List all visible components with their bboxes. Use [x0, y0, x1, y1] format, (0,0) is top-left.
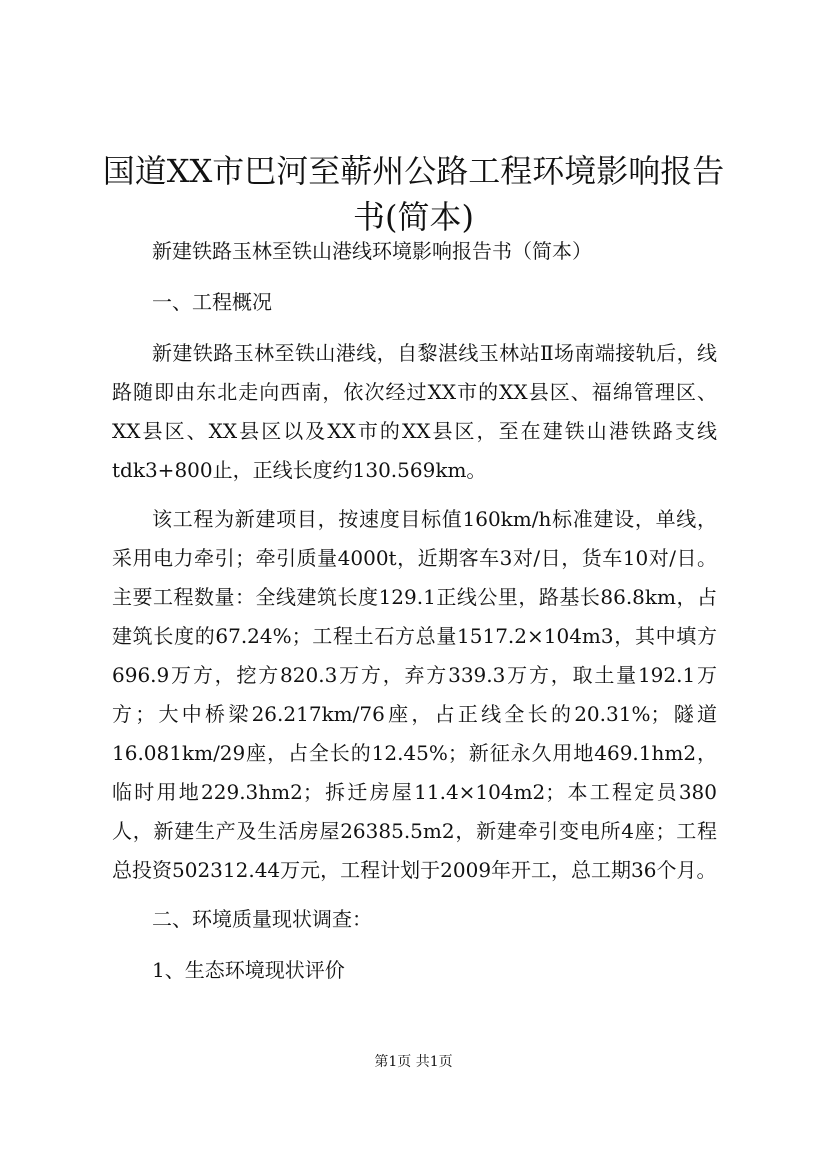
section-heading-overview: 一、工程概况: [152, 290, 272, 314]
title-line-1: 国道XX市巴河至蕲州公路工程环境影响报告: [102, 152, 725, 190]
subsection-heading-ecology: 1、生态环境现状评价: [152, 958, 345, 982]
project-details-paragraph: 该工程为新建项目，按速度目标值160km/h标准建设，单线，采用电力牵引；牵引质量4000t，近期客车3对/日，货车10对/日。主要工程数量：全线建筑长度129.1正线公里，路基长86.8km，占建筑长度的67.24%；工程土石方总量1517.2×104m3，其中填方696.9万方，挖方820.3万方，弃方339.3万方，取土量192.1万方；大中桥梁26.217km/76座，占正线全长的20.31%；隧道16.081km/29座，占全长的12.45%；新征永久用地469.1hm2，临时用地229.3hm2；拆迁房屋11.4×104m2；本工程定员380人，新建生产及生活房屋26385.5m2，新建牵引变电所4座；工程总投资502312.44万元，工程计划于2009年开工，总工期36个月。: [112, 507, 717, 882]
title-line-2: 书(简本): [353, 198, 474, 236]
section-heading-environment: 二、环境质量现状调查：: [152, 907, 372, 931]
subtitle-paragraph: 新建铁路玉林至铁山港线环境影响报告书（简本）: [152, 239, 592, 263]
document-title: [100, 148, 727, 240]
document-body: [112, 232, 717, 1000]
page-footer: 第1页 共1页: [374, 1054, 453, 1070]
overview-paragraph: 新建铁路玉林至铁山港线，自黎湛线玉林站Ⅱ场南端接轨后，线路随即由东北走向西南，依次经过XX市的XX县区、福绵管理区、XX县区、XX县区以及XX市的XX县区，至在建铁山港铁路支线tdk3+800止，正线长度约130.569km。: [112, 341, 717, 482]
